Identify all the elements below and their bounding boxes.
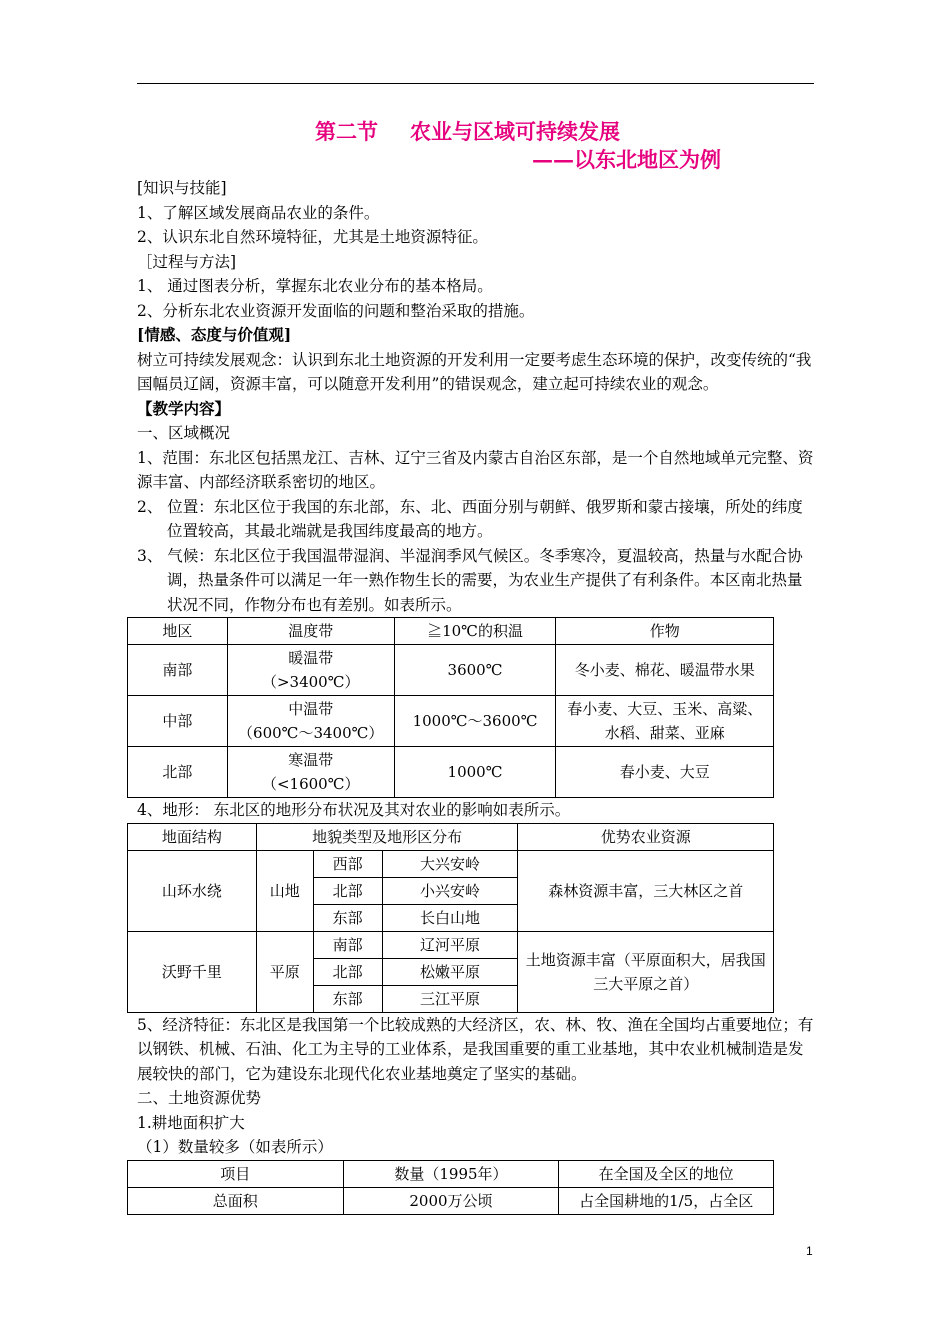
- values-text: 树立可持续发展观念：认识到东北土地资源的开发利用一定要考虑生态环境的保护，改变传统的“我国幅员辽阔，资源丰富，可以随意开发利用”的错误观念，建立起可持续农业的观念。: [137, 350, 812, 393]
- table-cell: 北部: [128, 747, 228, 798]
- table-cell: 3600℃: [394, 645, 556, 696]
- table-header: 温度带: [227, 618, 394, 645]
- table-cell: 小兴安岭: [382, 877, 518, 904]
- table-row: [128, 747, 774, 798]
- zone-name: 暖温带: [288, 649, 334, 667]
- table-cell: 沃野千里: [128, 931, 257, 1012]
- table-header: 数量（1995年）: [343, 1160, 559, 1187]
- climate-table: [127, 617, 774, 798]
- table-cell: 东部: [313, 904, 382, 931]
- item-economy: 5、经济特征：东北区是我国第一个比较成熟的大经济区，农、林、牧、渔在全国均占重要地位；有以钢铁、机械、石油、化工为主导的工业体系，是我国重要的重工业基地，其中农业机械制造是发展较快的部门，它为建设东北现代化农业基地奠定了坚实的基础。: [137, 1015, 814, 1083]
- table-header-row: [128, 823, 774, 850]
- table-cell: [227, 747, 394, 798]
- table-cell: 北部: [313, 877, 382, 904]
- table-cell: 2000万公顷: [343, 1187, 559, 1214]
- table-cell: 大兴安岭: [382, 850, 518, 877]
- table-cell: 东部: [313, 985, 382, 1012]
- part2-heading: 二、土地资源优势: [137, 1089, 262, 1107]
- item-quantity: （1）数量较多（如表所示）: [137, 1138, 333, 1156]
- table-cell: [227, 645, 394, 696]
- table-cell: 松嫩平原: [382, 958, 518, 985]
- table-cell: 平原: [256, 931, 313, 1012]
- item-location: 2、 位置：东北区位于我国的东北部，东、北、西面分别与朝鲜、俄罗斯和蒙古接壤，所处的纬度位置较高，其最北端就是我国纬度最高的地方。: [137, 497, 803, 540]
- zone-name: 中温带: [288, 700, 334, 718]
- table-cell: 山环水绕: [128, 850, 257, 931]
- table-cell: 森林资源丰富，三大林区之首: [518, 850, 774, 931]
- table-row: [128, 696, 774, 747]
- table-cell: 占全国耕地的1/5，占全区: [559, 1187, 774, 1214]
- farmland-table: [127, 1160, 774, 1215]
- heading-process: ［过程与方法]: [137, 252, 237, 271]
- table-cell: 1000℃: [394, 747, 556, 798]
- part1-heading: 一、区域概况: [137, 424, 231, 442]
- process-item-1: 1、 通过图表分析，掌握东北农业分布的基本格局。: [137, 277, 493, 295]
- table-cell: [227, 696, 394, 747]
- table-cell: 西部: [313, 850, 382, 877]
- heading-teaching: 【教学内容】: [137, 398, 231, 418]
- zone-range: （600℃～3400℃）: [238, 724, 384, 742]
- table-header-row: [128, 618, 774, 645]
- main-title: 农业与区域可持续发展: [410, 119, 620, 144]
- item-landform: 4、地形： 东北区的地形分布状况及其对农业的影响如表所示。: [137, 801, 571, 819]
- table-cell: 冬小麦、棉花、暖温带水果: [556, 645, 774, 696]
- table-row: [128, 931, 774, 958]
- knowledge-item-2: 2、认识东北自然环境特征，尤其是土地资源特征。: [137, 228, 488, 246]
- section-title: [137, 118, 814, 146]
- item-scope: 1、范围：东北区包括黑龙江、吉林、辽宁三省及内蒙古自治区东部，是一个自然地域单元完整、资源丰富、内部经济联系密切的地区。: [137, 448, 814, 491]
- item-climate: 3、 气候：东北区位于我国温带湿润、半湿润季风气候区。冬季寒冷，夏温较高，热量与水配合协调，热量条件可以满足一年一熟作物生长的需要，为农业生产提供了有利条件。本区南北热量状况不同，作物分布也有差别。如表所示。: [137, 546, 803, 614]
- page-number: 1: [806, 1244, 813, 1258]
- table-header-row: [128, 1160, 774, 1187]
- table-header: 优势农业资源: [518, 823, 774, 850]
- table-header: 地面结构: [128, 823, 257, 850]
- process-item-2: 2、分析东北农业资源开发面临的问题和整治采取的措施。: [137, 301, 535, 320]
- table-header: 地区: [128, 618, 228, 645]
- table-header: 项目: [128, 1160, 344, 1187]
- zone-name: 寒温带: [288, 751, 334, 769]
- subtitle: ——以东北地区为例: [532, 147, 721, 172]
- table-cell: 北部: [313, 958, 382, 985]
- zone-range: （>3400℃）: [261, 673, 360, 691]
- table-cell: 土地资源丰富（平原面积大，居我国三大平原之首）: [518, 931, 774, 1012]
- table-cell: 辽河平原: [382, 931, 518, 958]
- table-cell: 总面积: [128, 1187, 344, 1214]
- section-number: 第二节: [315, 119, 378, 144]
- zone-range: （<1600℃）: [261, 775, 360, 793]
- table-cell: 南部: [128, 645, 228, 696]
- table-header: 作物: [556, 618, 774, 645]
- table-cell: 1000℃～3600℃: [394, 696, 556, 747]
- content: [137, 118, 814, 1215]
- table-cell: 山地: [256, 850, 313, 931]
- table-cell: 中部: [128, 696, 228, 747]
- table-header: ≧10℃的积温: [394, 618, 556, 645]
- heading-values: [情感、态度与价值观]: [137, 325, 292, 344]
- header-rule: [137, 83, 814, 84]
- table-cell: 春小麦、大豆: [556, 747, 774, 798]
- table-cell: 南部: [313, 931, 382, 958]
- table-row: [128, 1187, 774, 1214]
- heading-knowledge: [知识与技能]: [137, 179, 227, 197]
- table-header: 地貌类型及地形区分布: [256, 823, 518, 850]
- landform-table: [127, 823, 774, 1013]
- table-cell: 三江平原: [382, 985, 518, 1012]
- table-cell: 长白山地: [382, 904, 518, 931]
- table-row: [128, 850, 774, 877]
- knowledge-item-1: 1、了解区域发展商品农业的条件。: [137, 203, 380, 222]
- table-header: 在全国及全区的地位: [559, 1160, 774, 1187]
- item-farmland: 1.耕地面积扩大: [137, 1113, 245, 1132]
- table-row: [128, 645, 774, 696]
- table-cell: 春小麦、大豆、玉米、高粱、水稻、甜菜、亚麻: [556, 696, 774, 747]
